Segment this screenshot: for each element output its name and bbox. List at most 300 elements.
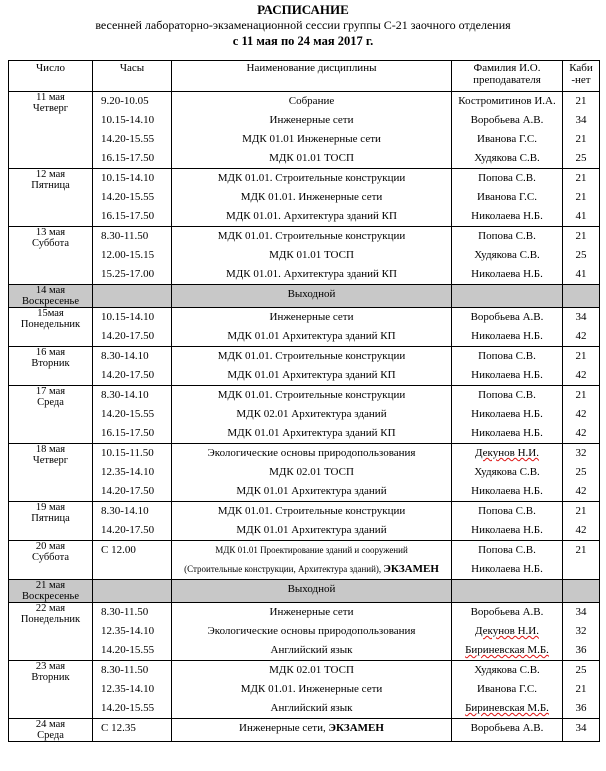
subject-line: [174, 541, 449, 560]
room-line: [565, 661, 597, 680]
teacher-cell: [452, 92, 563, 169]
room-line: [565, 603, 597, 622]
hours-line: [95, 111, 169, 130]
dayoff-row: [9, 285, 600, 308]
room-cell: [563, 719, 600, 742]
col-header-hours: Часы: [93, 61, 172, 92]
subject-line: [174, 327, 449, 346]
day-row: [9, 444, 600, 502]
teacher-text: Попова С.В.: [478, 389, 536, 401]
hours-text: 8.30-11.50: [101, 230, 149, 242]
day-date: 15мая: [37, 308, 64, 319]
day-row: [9, 308, 600, 347]
hours-line: [95, 719, 169, 738]
teacher-cell: [452, 386, 563, 444]
hours-text: 12.35-14.10: [101, 683, 155, 695]
hours-text: 10.15-11.50: [101, 447, 154, 459]
day-weekday: Суббота: [31, 552, 70, 563]
hours-line: [95, 405, 169, 424]
day-date: 12 мая: [35, 169, 66, 180]
teacher-text: Николаева Н.Б.: [471, 563, 543, 575]
day-weekday: Суббота: [31, 238, 70, 249]
day-cell: [9, 169, 93, 227]
hours-text: С 12.35: [101, 722, 136, 734]
subject-line: [174, 111, 449, 130]
subject-cell: [172, 308, 452, 347]
room-cell: [563, 603, 600, 661]
teacher-text: Костромитинов И.А.: [458, 95, 556, 107]
teacher-text: Николаева Н.Б.: [471, 524, 543, 536]
teacher-text: Николаева Н.Б.: [471, 369, 543, 381]
hours-cell: [93, 308, 172, 347]
hours-cell: [93, 169, 172, 227]
schedule-body: [9, 92, 600, 742]
subject-text: МДК 01.01 Архитектура зданий КП: [227, 330, 396, 342]
teacher-text: Николаева Н.Б.: [471, 427, 543, 439]
hours-cell: [93, 603, 172, 661]
room-text: 21: [575, 350, 587, 362]
subject-text: Английский язык: [270, 644, 353, 656]
hours-line: [95, 227, 169, 246]
day-row: [9, 603, 600, 661]
day-cell: [9, 719, 93, 742]
day-date: 13 мая: [35, 227, 66, 238]
subject-line: [174, 622, 449, 641]
teacher-text: Попова С.В.: [478, 172, 536, 184]
teacher-line: [454, 699, 560, 718]
teacher-text: Декунов Н.И.: [475, 625, 539, 637]
day-cell: [9, 661, 93, 719]
hours-line: [95, 444, 169, 463]
subject-cell: [172, 92, 452, 169]
dayoff-room-cell: [563, 580, 600, 603]
hours-cell: [93, 719, 172, 742]
subject-text: МДК 01.01. Инженерные сети: [240, 683, 383, 695]
teacher-line: [454, 207, 560, 226]
hours-cell: [93, 347, 172, 386]
room-text: 21: [575, 172, 587, 184]
hours-line: [95, 130, 169, 149]
hours-line: [95, 92, 169, 111]
room-cell: [563, 227, 600, 285]
room-cell: [563, 92, 600, 169]
teacher-line: [454, 502, 560, 521]
day-cell: [9, 444, 93, 502]
hours-text: 12.35-14.10: [101, 625, 155, 637]
subject-text: МДК 01.01. Строительные конструкции: [217, 230, 406, 242]
day-cell: [9, 386, 93, 444]
teacher-line: [454, 521, 560, 540]
room-line: [565, 207, 597, 226]
teacher-line: [454, 327, 560, 346]
room-text: 34: [575, 606, 587, 618]
hours-text: 8.30-14.10: [101, 350, 149, 362]
room-line: [565, 327, 597, 346]
room-line: [565, 308, 597, 327]
subject-text: МДК 02.01 ТОСП: [269, 664, 354, 676]
subject-line: [174, 502, 449, 521]
room-cell: [563, 502, 600, 541]
teacher-text: Бириневская М.Б.: [465, 644, 549, 656]
document-title: РАСПИСАНИЕ: [257, 2, 349, 17]
dayoff-teacher-cell: [452, 285, 563, 308]
room-line: [565, 622, 597, 641]
hours-text: 8.30-14.10: [101, 389, 149, 401]
day-cell: [9, 308, 93, 347]
teacher-cell: [452, 719, 563, 742]
subject-line: [174, 227, 449, 246]
teacher-cell: [452, 502, 563, 541]
teacher-line: [454, 347, 560, 366]
teacher-line: [454, 188, 560, 207]
day-row: [9, 169, 600, 227]
room-text: 34: [575, 311, 587, 323]
subject-line: [174, 482, 449, 501]
subject-cell: [172, 444, 452, 502]
subject-line: [174, 405, 449, 424]
room-text: 21: [575, 505, 587, 517]
day-weekday: Вторник: [31, 672, 70, 683]
teacher-line: [454, 111, 560, 130]
room-cell: [563, 541, 600, 580]
day-date: 22 мая: [35, 603, 66, 614]
subject-cell: [172, 603, 452, 661]
subject-text: МДК 01.01. Строительные конструкции: [217, 350, 406, 362]
day-date: 17 мая: [35, 386, 66, 397]
teacher-line: [454, 463, 560, 482]
subject-text: МДК 01.01. Архитектура зданий КП: [226, 268, 397, 280]
subject-text: (Строительные конструкции, Архитектура зданий),: [184, 564, 382, 574]
dayoff-label: Выходной: [287, 288, 336, 300]
day-row: [9, 541, 600, 580]
document-header: [0, 0, 606, 58]
col-header-room: Каби -нет: [563, 61, 600, 92]
day-date: 16 мая: [35, 347, 66, 358]
teacher-line: [454, 641, 560, 660]
hours-text: 14.20-15.55: [101, 644, 155, 656]
room-text: 42: [575, 330, 587, 342]
exam-label: ЭКЗАМЕН: [383, 563, 439, 575]
subject-line: [174, 463, 449, 482]
teacher-cell: [452, 603, 563, 661]
room-line: [565, 405, 597, 424]
room-text: 42: [575, 485, 587, 497]
teacher-text: Воробьева А.В.: [470, 722, 544, 734]
subject-cell: [172, 661, 452, 719]
day-cell: [9, 603, 93, 661]
hours-text: 16.15-17.50: [101, 427, 155, 439]
subject-line: [174, 521, 449, 540]
day-cell: [9, 227, 93, 285]
subject-text: МДК 02.01 Архитектура зданий: [236, 408, 387, 420]
room-text: 42: [575, 427, 587, 439]
hours-cell: [93, 227, 172, 285]
subject-text: МДК 01.01. Строительные конструкции: [217, 389, 406, 401]
room-line: [565, 227, 597, 246]
room-text: 21: [575, 95, 587, 107]
teacher-text: Иванова Г.С.: [477, 191, 537, 203]
hours-text: 16.15-17.50: [101, 152, 155, 164]
teacher-text: Николаева Н.Б.: [471, 210, 543, 222]
room-cell: [563, 661, 600, 719]
room-cell: [563, 444, 600, 502]
col-header-teacher: Фамилия И.О. преподавателя: [452, 61, 563, 92]
subject-line: [174, 603, 449, 622]
teacher-line: [454, 246, 560, 265]
teacher-line: [454, 308, 560, 327]
teacher-text: Худякова С.В.: [474, 249, 540, 261]
teacher-text: Воробьева А.В.: [470, 311, 544, 323]
hours-line: [95, 188, 169, 207]
hours-text: 9.20-10.05: [101, 95, 149, 107]
subject-line: [174, 699, 449, 718]
day-row: [9, 661, 600, 719]
table-header-row: [9, 61, 600, 92]
day-weekday: Понедельник: [20, 614, 81, 625]
hours-line: [95, 560, 169, 579]
hours-line: [95, 246, 169, 265]
document-subtitle: весенней лабораторно-экзаменационной сессии группы С-21 заочного отделения: [95, 18, 511, 32]
room-text: 34: [575, 114, 587, 126]
subject-text: МДК 01.01 Инженерные сети: [242, 133, 381, 145]
teacher-cell: [452, 169, 563, 227]
teacher-text: Воробьева А.В.: [470, 114, 544, 126]
hours-line: [95, 541, 169, 560]
room-line: [565, 246, 597, 265]
room-line: [565, 149, 597, 168]
room-text: 41: [575, 210, 587, 222]
day-date: 19 мая: [35, 502, 66, 513]
day-weekday: Среда: [37, 397, 64, 408]
teacher-text: Попова С.В.: [478, 230, 536, 242]
hours-text: 8.30-14.10: [101, 505, 149, 517]
room-line: [565, 188, 597, 207]
hours-line: [95, 463, 169, 482]
teacher-text: Худякова С.В.: [474, 152, 540, 164]
day-weekday: Четверг: [32, 455, 69, 466]
subject-text: МДК 01.01 ТОСП: [269, 249, 354, 261]
room-text: 42: [575, 524, 587, 536]
teacher-text: Николаева Н.Б.: [471, 330, 543, 342]
hours-text: 14.20-17.50: [101, 369, 155, 381]
day-weekday: Понедельник: [20, 319, 81, 330]
teacher-line: [454, 444, 560, 463]
room-line: [565, 719, 597, 738]
teacher-text: Николаева Н.Б.: [471, 408, 543, 420]
day-date: 18 мая: [35, 444, 66, 455]
teacher-line: [454, 169, 560, 188]
teacher-line: [454, 680, 560, 699]
hours-text: 8.30-11.50: [101, 664, 149, 676]
hours-line: [95, 366, 169, 385]
day-weekday: Четверг: [32, 103, 69, 114]
teacher-line: [454, 386, 560, 405]
room-line: [565, 169, 597, 188]
room-text: 36: [575, 644, 587, 656]
teacher-line: [454, 719, 560, 738]
hours-text: 10.15-14.10: [101, 172, 155, 184]
exam-label: ЭКЗАМЕН: [328, 722, 384, 734]
teacher-text: Иванова Г.С.: [477, 683, 537, 695]
hours-text: 14.20-15.55: [101, 408, 155, 420]
subject-text: МДК 02.01 ТОСП: [269, 466, 354, 478]
hours-text: 12.35-14.10: [101, 466, 155, 478]
day-weekday: Пятница: [31, 513, 70, 524]
subject-line: [174, 661, 449, 680]
day-weekday: Пятница: [31, 180, 70, 191]
dayoff-cell: [172, 580, 452, 603]
day-row: [9, 386, 600, 444]
hours-text: 14.20-15.55: [101, 133, 155, 145]
subject-line: [174, 366, 449, 385]
teacher-line: [454, 92, 560, 111]
subject-line: [174, 169, 449, 188]
room-text: 21: [575, 133, 587, 145]
subject-text: Инженерные сети: [269, 311, 354, 323]
day-cell: [9, 502, 93, 541]
hours-cell: [93, 444, 172, 502]
dayoff-row: [9, 580, 600, 603]
subject-text: Экологические основы природопользования: [207, 447, 416, 459]
room-text: 32: [575, 447, 587, 459]
teacher-line: [454, 541, 560, 560]
room-text: 25: [575, 664, 587, 676]
hours-line: [95, 347, 169, 366]
hours-line: [95, 502, 169, 521]
teacher-line: [454, 560, 560, 579]
subject-line: [174, 560, 449, 579]
teacher-line: [454, 265, 560, 284]
teacher-text: Попова С.В.: [478, 350, 536, 362]
teacher-cell: [452, 227, 563, 285]
teacher-line: [454, 227, 560, 246]
hours-text: 14.20-17.50: [101, 330, 155, 342]
subject-cell: [172, 386, 452, 444]
subject-text: МДК 01.01. Архитектура зданий КП: [226, 210, 397, 222]
hours-text: 15.25-17.00: [101, 268, 155, 280]
subject-text: МДК 01.01. Строительные конструкции: [217, 172, 406, 184]
teacher-line: [454, 405, 560, 424]
subject-text: МДК 01.01 Архитектура зданий: [236, 524, 387, 536]
day-weekday: Воскресенье: [22, 296, 79, 307]
hours-text: 14.20-15.55: [101, 191, 155, 203]
day-weekday: Воскресенье: [22, 591, 79, 602]
hours-cell: [93, 92, 172, 169]
room-text: 34: [575, 722, 587, 734]
day-row: [9, 92, 600, 169]
subject-line: [174, 641, 449, 660]
hours-line: [95, 603, 169, 622]
subject-cell: [172, 541, 452, 580]
room-line: [565, 463, 597, 482]
subject-text: МДК 01.01 ТОСП: [269, 152, 354, 164]
hours-text: 14.20-17.50: [101, 524, 155, 536]
subject-line: [174, 265, 449, 284]
subject-line: [174, 188, 449, 207]
teacher-line: [454, 622, 560, 641]
subject-line: [174, 149, 449, 168]
hours-text: С 12.00: [101, 544, 136, 556]
teacher-line: [454, 482, 560, 501]
teacher-line: [454, 366, 560, 385]
room-line: [565, 386, 597, 405]
subject-line: [174, 680, 449, 699]
subject-text: Инженерные сети,: [239, 722, 326, 734]
teacher-text: Декунов Н.И.: [475, 447, 539, 459]
day-cell: [9, 285, 93, 308]
room-line: [565, 482, 597, 501]
day-cell: [9, 580, 93, 603]
room-line: [565, 541, 597, 560]
subject-text: МДК 01.01. Инженерные сети: [240, 191, 383, 203]
subject-cell: [172, 169, 452, 227]
subject-line: [174, 719, 449, 738]
hours-cell: [93, 386, 172, 444]
room-line: [565, 699, 597, 718]
hours-line: [95, 424, 169, 443]
teacher-text: Попова С.В.: [478, 505, 536, 517]
teacher-text: Худякова С.В.: [474, 466, 540, 478]
room-text: 21: [575, 544, 587, 556]
teacher-line: [454, 424, 560, 443]
teacher-text: Николаева Н.Б.: [471, 485, 543, 497]
document-dates: с 11 мая по 24 мая 2017 г.: [232, 34, 374, 48]
hours-text: 16.15-17.50: [101, 210, 155, 222]
room-text: 25: [575, 249, 587, 261]
subject-cell: [172, 719, 452, 742]
hours-line: [95, 641, 169, 660]
room-text: 21: [575, 191, 587, 203]
hours-line: [95, 169, 169, 188]
hours-line: [95, 521, 169, 540]
hours-line: [95, 661, 169, 680]
room-text: 42: [575, 408, 587, 420]
subject-cell: [172, 347, 452, 386]
hours-cell: [93, 541, 172, 580]
hours-line: [95, 386, 169, 405]
hours-text: 14.20-17.50: [101, 485, 155, 497]
subject-text: МДК 01.01. Строительные конструкции: [217, 505, 406, 517]
day-row: [9, 502, 600, 541]
subject-line: [174, 424, 449, 443]
room-text: 32: [575, 625, 587, 637]
room-cell: [563, 169, 600, 227]
dayoff-hours-cell: [93, 285, 172, 308]
subject-text: Английский язык: [270, 702, 353, 714]
subject-line: [174, 444, 449, 463]
hours-text: 10.15-14.10: [101, 114, 155, 126]
day-cell: [9, 92, 93, 169]
hours-text: 8.30-11.50: [101, 606, 149, 618]
day-date: 20 мая: [35, 541, 66, 552]
room-text: 36: [575, 702, 587, 714]
teacher-text: Попова С.В.: [478, 544, 536, 556]
hours-line: [95, 327, 169, 346]
day-row: [9, 719, 600, 742]
subject-text: МДК 01.01 Архитектура зданий КП: [227, 369, 396, 381]
teacher-line: [454, 149, 560, 168]
subject-text: МДК 01.01 Архитектура зданий: [236, 485, 387, 497]
teacher-text: Воробьева А.В.: [470, 606, 544, 618]
col-header-subject: Наименование дисциплины: [172, 61, 452, 92]
hours-line: [95, 308, 169, 327]
room-line: [565, 347, 597, 366]
teacher-text: Николаева Н.Б.: [471, 268, 543, 280]
teacher-line: [454, 130, 560, 149]
dayoff-teacher-cell: [452, 580, 563, 603]
hours-line: [95, 622, 169, 641]
day-row: [9, 227, 600, 285]
